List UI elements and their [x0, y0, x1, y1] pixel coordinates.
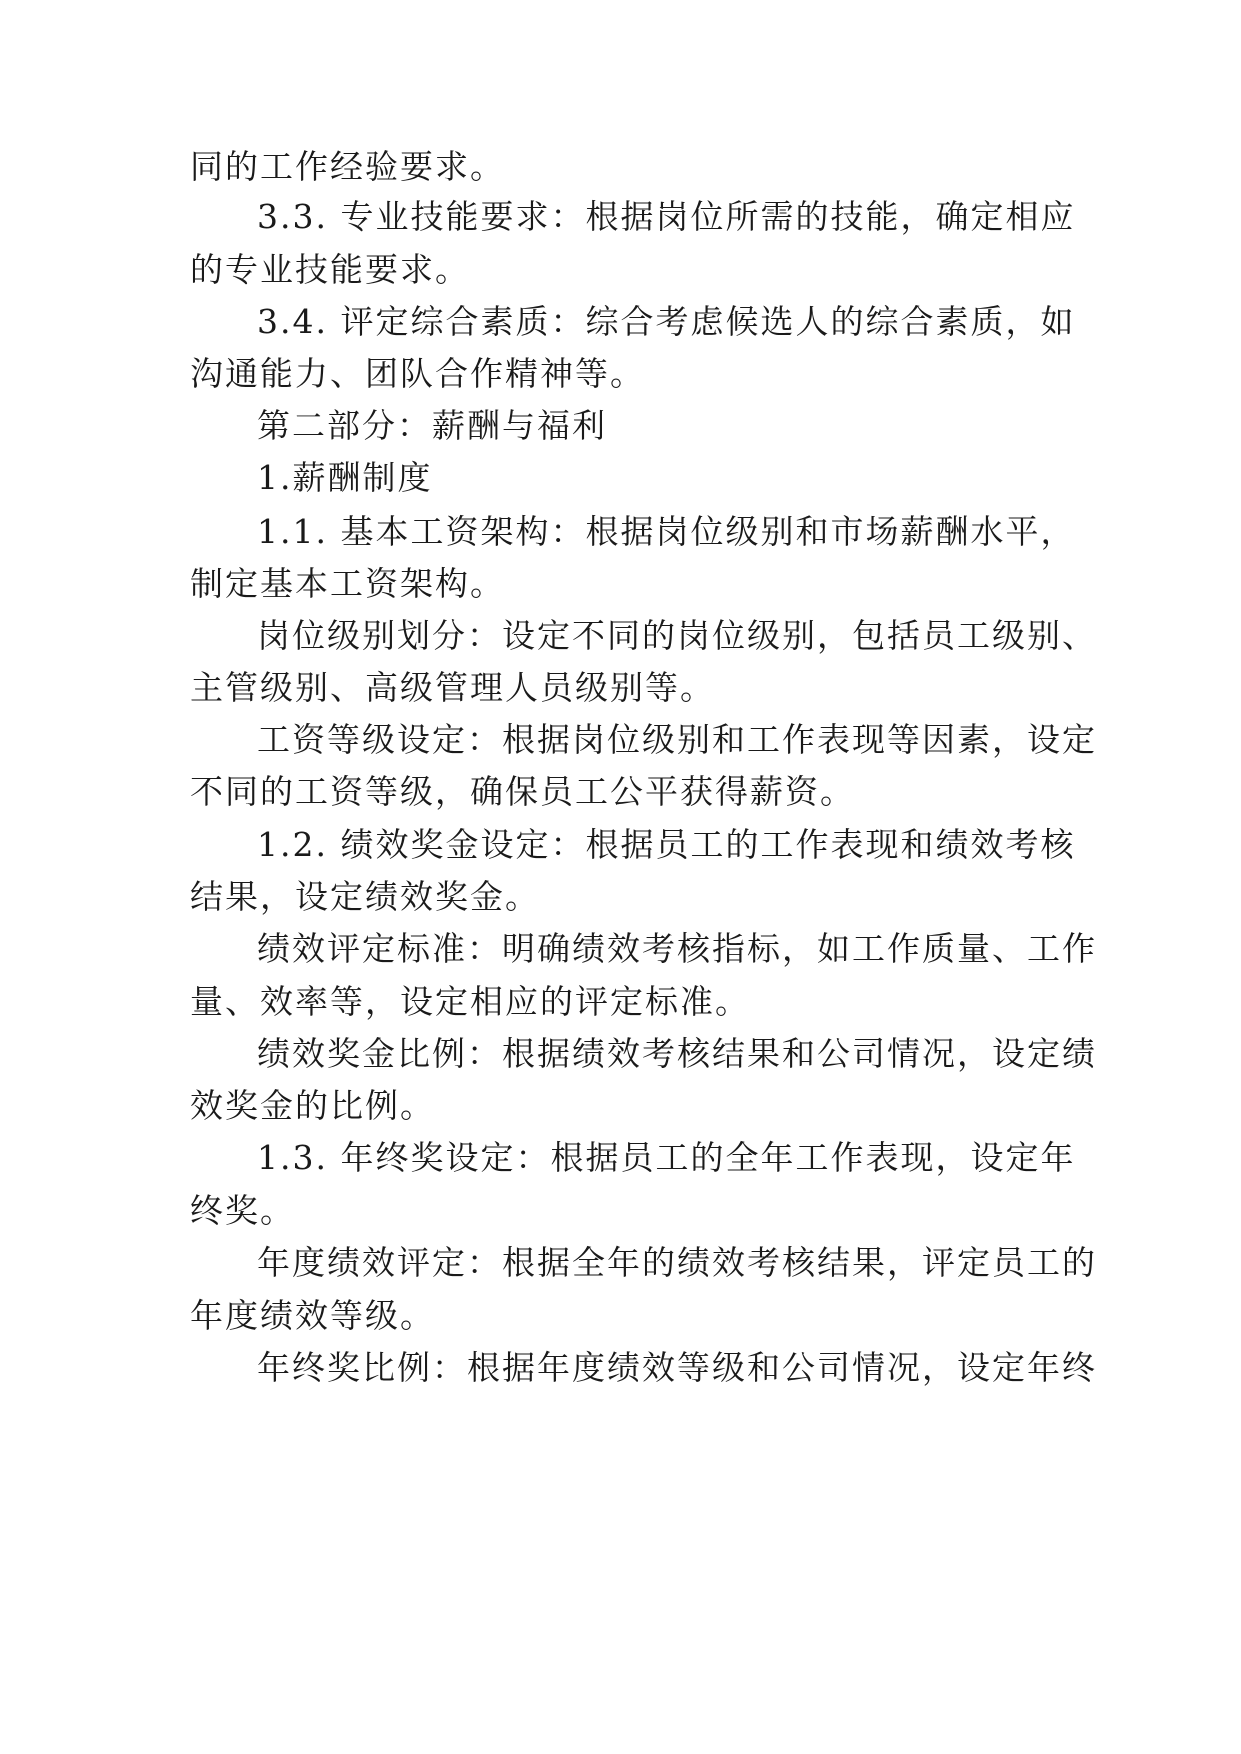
text-line: 1.3. 年终奖设定：根据员工的全年工作表现，设定年	[257, 1138, 1076, 1177]
text-line: 绩效评定标准：明确绩效考核指标，如工作质量、工作	[257, 929, 1097, 968]
text-line: 同的工作经验要求。	[190, 147, 505, 186]
text-line: 主管级别、高级管理人员级别等。	[190, 668, 715, 707]
text-line: 3.3. 专业技能要求：根据岗位所需的技能，确定相应	[257, 197, 1076, 236]
text-line: 工资等级设定：根据岗位级别和工作表现等因素，设定	[257, 720, 1097, 759]
text-line: 制定基本工资架构。	[190, 564, 505, 603]
section-heading: 第二部分：薪酬与福利	[257, 406, 607, 445]
text-line: 年终奖比例：根据年度绩效等级和公司情况，设定年终	[257, 1348, 1097, 1387]
text-line: 量、效率等，设定相应的评定标准。	[190, 982, 750, 1021]
text-line: 年度绩效等级。	[190, 1296, 435, 1335]
text-line: 结果，设定绩效奖金。	[190, 877, 540, 916]
text-line: 不同的工资等级，确保员工公平获得薪资。	[190, 772, 855, 811]
text-line: 绩效奖金比例：根据绩效考核结果和公司情况，设定绩	[257, 1034, 1097, 1073]
text-line: 3.4. 评定综合素质：综合考虑候选人的综合素质，如	[257, 302, 1076, 341]
text-line: 的专业技能要求。	[190, 250, 470, 289]
subsection-heading: 1.薪酬制度	[257, 458, 433, 497]
text-line: 效奖金的比例。	[190, 1086, 435, 1125]
text-line: 1.1. 基本工资架构：根据岗位级别和市场薪酬水平，	[257, 512, 1076, 551]
text-line: 终奖。	[190, 1191, 295, 1230]
text-line: 沟通能力、团队合作精神等。	[190, 354, 645, 393]
text-line: 年度绩效评定：根据全年的绩效考核结果，评定员工的	[257, 1243, 1097, 1282]
text-line: 1.2. 绩效奖金设定：根据员工的工作表现和绩效考核	[257, 825, 1076, 864]
text-line: 岗位级别划分：设定不同的岗位级别，包括员工级别、	[257, 616, 1097, 655]
